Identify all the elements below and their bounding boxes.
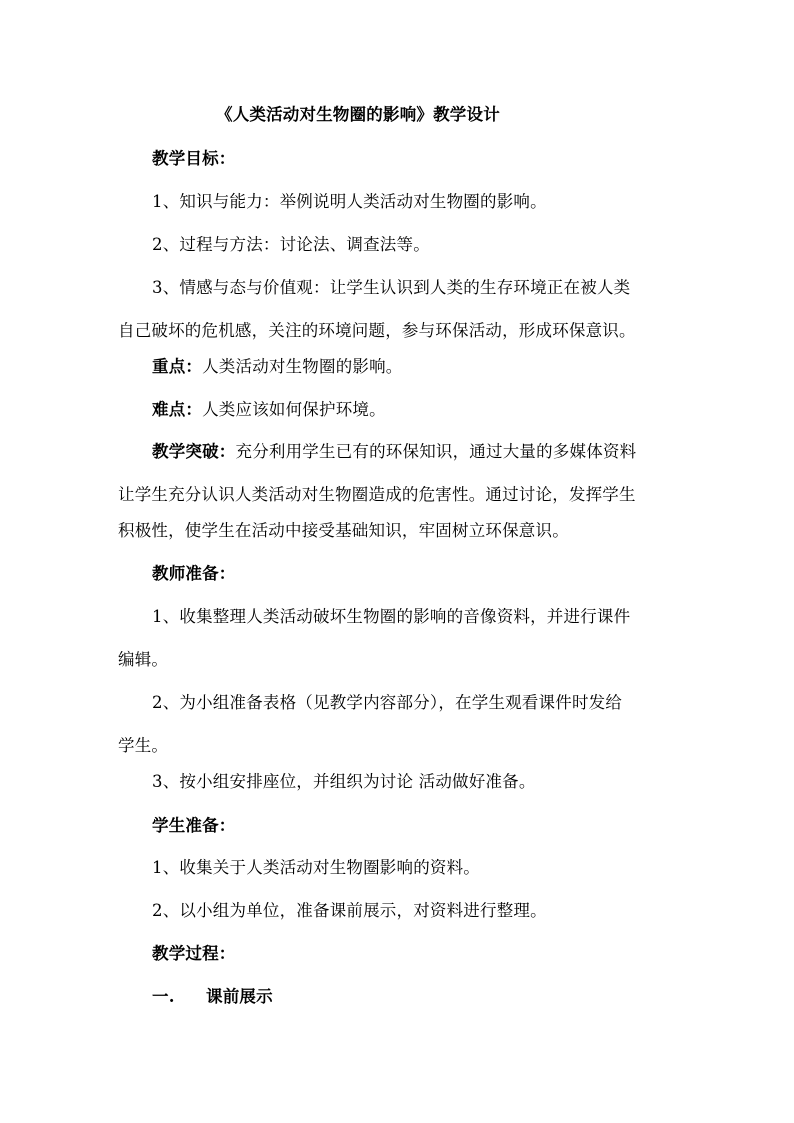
objective-1: 1、知识与能力：举例说明人类活动对生物圈的影响。 — [152, 192, 547, 211]
teacher-prep-2-line-1: 2、为小组准备表格（见教学内容部分），在学生观看课件时发给 — [152, 693, 623, 712]
breakthrough-line-3: 积极性，使学生在活动中接受基础知识，牢固树立环保意识。 — [118, 521, 569, 540]
teacher-prep-2-line-2: 学生。 — [118, 736, 169, 755]
objective-2: 2、过程与方法：讨论法、调查法等。 — [152, 235, 430, 254]
teacher-prep-1-line-2: 编辑。 — [118, 650, 169, 669]
key-point-label: 重点： — [152, 357, 203, 376]
teacher-prep-heading: 教师准备： — [152, 564, 236, 583]
student-prep-2: 2、以小组为单位，准备课前展示，对资料进行整理。 — [152, 901, 547, 920]
teacher-prep-1-line-1: 1、收集整理人类活动破坏生物圈的影响的音像资料，并进行课件 — [152, 607, 631, 626]
key-point — [152, 356, 403, 378]
breakthrough-label: 教学突破： — [152, 442, 236, 461]
objectives-heading: 教学目标： — [152, 149, 236, 168]
breakthrough-line-1 — [152, 441, 636, 463]
section-1-title: 课前展示 — [206, 987, 273, 1006]
section-1-number: 一. — [152, 987, 175, 1006]
student-prep-1: 1、收集关于人类活动对生物圈影响的资料。 — [152, 858, 480, 877]
document-title: 《人类活动对生物圈的影响》教学设计 — [216, 105, 500, 124]
objective-3-line-1: 3、情感与态与价值观：让学生认识到人类的生存环境正在被人类 — [152, 278, 631, 297]
difficult-point-text: 人类应该如何保护环境。 — [202, 400, 386, 419]
teacher-prep-3: 3、按小组安排座位，并组织为讨论 活动做好准备。 — [152, 772, 536, 791]
breakthrough-text: 充分利用学生已有的环保知识，通过大量的多媒体资料 — [235, 442, 637, 461]
difficult-point-label: 难点： — [152, 400, 203, 419]
objective-3-line-2: 自己破坏的危机感，关注的环境问题，参与环保活动，形成环保意识。 — [118, 321, 636, 340]
process-heading: 教学过程： — [152, 944, 236, 963]
student-prep-heading: 学生准备： — [152, 816, 236, 835]
difficult-point — [152, 399, 386, 421]
breakthrough-line-2: 让学生充分认识人类活动对生物圈造成的危害性。通过讨论，发挥学生 — [118, 485, 636, 504]
key-point-text: 人类活动对生物圈的影响。 — [202, 357, 403, 376]
